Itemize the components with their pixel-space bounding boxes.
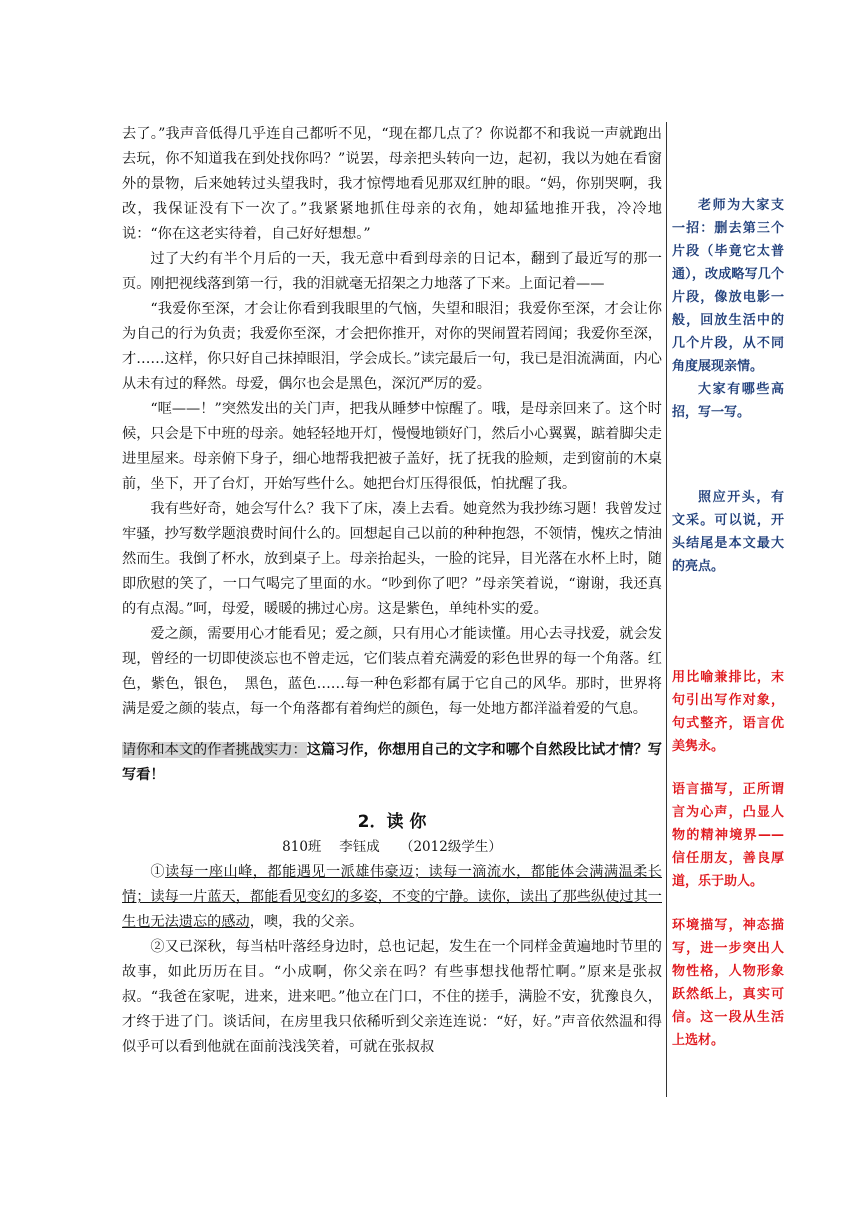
paragraph: ②又已深秋，每当枯叶落经身边时，总也记起，发生在一个同样金黄遍地时节里的故事，如此历历在目。“小成啊，你父亲在吗？有些事想找他帮忙啊。”原来是张叔叔。“我爸在家呢，进来，进来吧。”他立在门口，不住的搓手，满脸不安，犹豫良久，才终于进了门。谈话间，在房里我只依稀听到父亲连连说：“好，好。”声音依然温和得似乎可以看到他就在面前浅浅笑着，可就在张叔叔 [122,939,662,1055]
paragraph: 去了。”我声音低得几乎连自己都听不见，“现在都几点了？你说都不和我说一声就跑出去玩，你不知道我在到处找你吗？”说罢，母亲把头转向一边，起初，我以为她在看窗外的景物，后来她转过头望我时，我才惊愕地看见那双红肿的眼。“妈，你别哭啊，我改，我保证没有下一次了。”我紧紧地抓住母亲的衣角，她却猛地推开我，冷冷地说：“你在这老实待着，自己好好想想。” [122,126,662,242]
note-text: 环境描写，神态描写，进一步突出人物性格，人物形象跃然纸上，真实可信。这一段从生活上选材。 [672,918,784,1048]
paragraph-number: ① [150,864,166,880]
paragraph: 我有些好奇，她会写什么？我下了床，凑上去看。她竟然为我抄练习题！我曾发过牢骚，抄写数学题浪费时间什么的。回想起自己以前的种种抱怨，不领情，愧疚之情油然而生。我倒了杯水，放到桌子上。母亲抬起头，一脸的诧异，目光落在水杯上时，随即欣慰的笑了，一口气喝完了里面的水。“吵到你了吧？”母亲笑着说，“谢谢，我还真的有点渴。”呵，母爱，暖暖的拂过心房。这是紫色，单纯朴实的爱。 [122,501,662,617]
paragraph: 爱之颜，需要用心才能看见；爱之颜，只有用心才能读懂。用心去寻找爱，就会发现，曾经的一切即使淡忘也不曾走远，它们装点着充满爱的彩色世界的每一个角落。红色，紫色，银色， 黑色，蓝色……每一种色彩都有属于它自己的风华。那时，世界将满是爱之颜的装点，每一个角落都有着绚烂的颜色，每一处地方都洋溢着爱的气息。 [122,626,662,717]
teacher-note [672,914,784,1052]
note-text: 语言描写，正所谓言为心声，凸显人物的精神境界——信任朋友，善良厚道，乐于助人。 [672,782,784,889]
challenge-label: 请你和本文的作者挑战实力： [122,742,307,758]
note-text: 大家有哪些高招，写一写。 [672,382,784,420]
challenge-prompt [122,738,662,788]
margin-divider [666,122,667,1097]
note-text: 老师为大家支一招：删去第三个片段（毕竟它太普通），改成略写几个片段，像放电影一般，回放生活中的几个片段，从不同角度展现亲情。 [672,198,784,374]
note-text: 用比喻兼排比，末句引出写作对象，句式整齐，语言优美隽永。 [672,670,784,754]
challenge-text: 这篇习作，你想用自己的文字和哪个自然段比试才情？写写看！ [122,742,662,783]
underlined-text: 读每一座山峰，都能遇见一派雄伟豪迈；读每一滴流水，都能体会满满温柔长情；读每一片蓝天，都能看见变幻的多姿，不变的宁静。读你，读出了那些纵使过其一生也无法遗忘的感动 [122,864,662,930]
teacher-note [672,778,784,893]
essay-body [122,122,662,1060]
teacher-note [672,486,784,578]
paragraph: 过了大约有半个月后的一天，我无意中看到母亲的日记本，翻到了最近写的那一页。刚把视线落到第一行，我的泪就毫无招架之力地落了下来。上面记着—— [122,251,662,292]
paragraph [122,860,662,935]
byline: 810班 李钰成 （2012级学生） [282,839,502,855]
teacher-note [672,666,784,758]
teacher-note [672,194,784,424]
note-text: 照应开头，有文采。可以说，开头结尾是本文最大的亮点。 [672,490,784,574]
paragraph-tail: ，噢，我的父亲。 [249,914,364,930]
section-title: 2．读 你 [357,812,427,832]
paragraph: “我爱你至深，才会让你看到我眼里的气恼，失望和眼泪；我爱你至深，才会让你为自己的行为负责；我爱你至深，才会把你推开，对你的哭闹置若罔闻；我爱你至深，才……这样，你只好自己抹掉眼泪，学会成长。”读完最后一句，我已是泪流满面，内心从未有过的释然。母爱，偶尔也会是黑色，深沉严厉的爱。 [122,301,662,392]
paragraph: “哐——！”突然发出的关门声，把我从睡梦中惊醒了。哦，是母亲回来了。这个时候，只会是下中班的母亲。她轻轻地开灯，慢慢地锁好门，然后小心翼翼，踮着脚尖走进里屋来。母亲俯下身子，细心地帮我把被子盖好，抚了抚我的脸颊，走到窗前的木桌前，坐下，开了台灯，开始写些什么。她把台灯压得很低，怕扰醒了我。 [122,401,662,492]
